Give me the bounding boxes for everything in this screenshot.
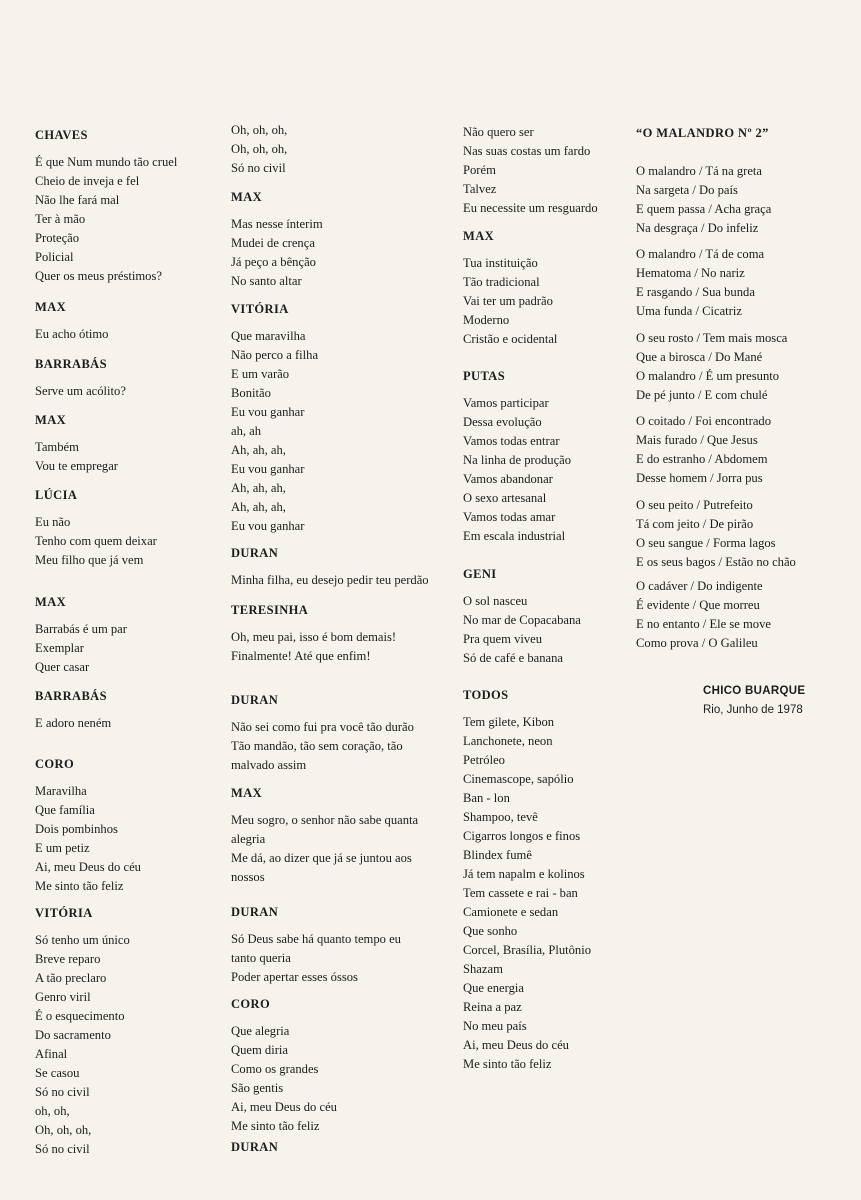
lyric-line: Porém xyxy=(463,163,496,177)
lyric-line: Eu vou ganhar xyxy=(231,462,305,476)
lyric-line: Talvez xyxy=(463,182,497,196)
lyric-line: Camionete e sedan xyxy=(463,905,559,919)
lyric-line: Barrabás é um par xyxy=(35,622,127,636)
lyric-line: Eu não xyxy=(35,515,71,529)
lyric-block xyxy=(35,593,127,677)
lyric-block xyxy=(463,686,591,1074)
lyric-line: Maravilha xyxy=(35,784,87,798)
speaker-heading: DURAN xyxy=(231,693,279,707)
lyric-block xyxy=(231,544,429,590)
lyric-line: Oh, oh, oh, xyxy=(231,123,288,137)
lyric-line: Cigarros longos e finos xyxy=(463,829,581,843)
lyric-block xyxy=(231,691,414,775)
lyric-line: E do estranho / Abdomem xyxy=(636,452,768,466)
speaker-heading: MAX xyxy=(35,300,67,314)
lyric-line: Proteção xyxy=(35,231,80,245)
speaker-heading: BARRABÁS xyxy=(35,689,107,703)
lyric-line: O sexo artesanal xyxy=(463,491,547,505)
lyric-block xyxy=(35,486,157,570)
lyric-line: Poder apertar esses óssos xyxy=(231,970,358,984)
lyric-block xyxy=(231,188,323,291)
lyric-block xyxy=(35,411,118,476)
lyric-line: Meu sogro, o senhor não sabe quanta xyxy=(231,813,419,827)
lyric-block xyxy=(231,995,337,1136)
lyric-line: Mais furado / Que Jesus xyxy=(636,433,758,447)
lyric-line: tanto queria xyxy=(231,951,291,965)
lyric-line: Se casou xyxy=(35,1066,80,1080)
lyric-block xyxy=(463,227,557,349)
lyric-line: E os seus bagos / Estão no chão xyxy=(636,555,796,569)
lyric-line: Que sonho xyxy=(463,924,518,938)
lyric-line: O cadáver / Do indigente xyxy=(636,579,763,593)
lyric-line: Tão tradicional xyxy=(463,275,540,289)
speaker-heading: CHAVES xyxy=(35,128,88,142)
speaker-heading: MAX xyxy=(35,413,67,427)
lyric-block xyxy=(35,126,177,286)
lyric-line: E adoro neném xyxy=(35,716,112,730)
lyric-line: É que Num mundo tão cruel xyxy=(35,155,178,169)
lyric-line: Como prova / O Galileu xyxy=(636,636,758,650)
lyric-line: Em escala industrial xyxy=(463,529,566,543)
lyric-line: Na sargeta / Do país xyxy=(636,183,738,197)
lyric-line: Não sei como fui pra você tão durão xyxy=(231,720,414,734)
speaker-heading: DURAN xyxy=(231,1140,279,1154)
lyric-line: Eu necessite um resguardo xyxy=(463,201,598,215)
lyric-line: Afinal xyxy=(35,1047,68,1061)
lyric-line: nossos xyxy=(231,870,265,884)
lyric-line: Me dá, ao dizer que já se juntou aos xyxy=(231,851,412,865)
lyric-line: Moderno xyxy=(463,313,510,327)
lyric-block xyxy=(636,245,764,321)
lyric-block xyxy=(463,123,598,218)
lyric-line: Cinemascope, sapólio xyxy=(463,772,574,786)
speaker-heading: LÚCIA xyxy=(35,488,78,502)
credit-author: CHICO BUARQUE xyxy=(703,685,806,697)
lyric-block xyxy=(35,355,126,401)
lyric-block xyxy=(35,904,130,1159)
speaker-heading: CORO xyxy=(231,997,271,1011)
lyric-line: Na linha de produção xyxy=(463,453,572,467)
lyric-block xyxy=(35,687,111,733)
lyric-line: Também xyxy=(35,440,79,454)
lyric-line: Me sinto tão feliz xyxy=(463,1057,552,1071)
lyric-block xyxy=(636,577,771,653)
lyric-line: Eu vou ganhar xyxy=(231,519,305,533)
lyric-line: E um varão xyxy=(231,367,290,381)
lyric-line: Vou te empregar xyxy=(35,459,118,473)
lyric-line: Que alegria xyxy=(231,1024,290,1038)
lyric-line: Ai, meu Deus do céu xyxy=(35,860,141,874)
lyric-line: Oh, meu pai, isso é bom demais! xyxy=(231,630,397,644)
lyric-line: Ah, ah, ah, xyxy=(231,481,286,495)
lyric-line: Ai, meu Deus do céu xyxy=(463,1038,569,1052)
speaker-heading: DURAN xyxy=(231,905,279,919)
lyric-line: Como os grandes xyxy=(231,1062,319,1076)
lyric-line: O malandro / Tá na greta xyxy=(636,164,763,178)
lyric-line: E rasgando / Sua bunda xyxy=(636,285,755,299)
lyric-line: Que maravilha xyxy=(231,329,306,343)
lyric-line: Só no civil xyxy=(35,1085,90,1099)
lyric-line: oh, oh, xyxy=(35,1104,70,1118)
lyric-line: De pé junto / E com chulé xyxy=(636,388,768,402)
lyric-line: ah, ah xyxy=(231,424,262,438)
lyric-line: Ah, ah, ah, xyxy=(231,500,286,514)
lyric-line: Blindex fumê xyxy=(463,848,532,862)
lyric-line: Quem diria xyxy=(231,1043,289,1057)
lyric-line: Oh, oh, oh, xyxy=(231,142,288,156)
speaker-heading: VITÓRIA xyxy=(35,906,93,920)
lyric-block xyxy=(231,121,287,178)
lyric-line: Hematoma / No nariz xyxy=(636,266,745,280)
lyric-block xyxy=(463,367,571,546)
speaker-heading: MAX xyxy=(463,229,495,243)
lyric-line: Cristão e ocidental xyxy=(463,332,558,346)
lyric-line: Só no civil xyxy=(35,1142,90,1156)
lyric-line: E no entanto / Ele se move xyxy=(636,617,771,631)
lyric-block xyxy=(636,162,771,238)
lyric-line: Mudei de crença xyxy=(231,236,315,250)
lyric-line: Shazam xyxy=(463,962,503,976)
speaker-heading: GENI xyxy=(463,567,497,581)
lyric-block xyxy=(35,755,141,896)
lyric-line: Ter à mão xyxy=(35,212,86,226)
lyric-line: Só de café e banana xyxy=(463,651,563,665)
lyric-line: alegria xyxy=(231,832,266,846)
lyric-line: Vamos todas amar xyxy=(463,510,556,524)
speaker-heading: TERESINHA xyxy=(231,603,309,617)
lyric-block xyxy=(636,412,771,488)
lyric-line: Uma funda / Cicatriz xyxy=(636,304,742,318)
lyric-line: Desse homem / Jorra pus xyxy=(636,471,763,485)
lyric-line: Tem cassete e rai - ban xyxy=(463,886,578,900)
lyric-line: Nas suas costas um fardo xyxy=(463,144,591,158)
lyric-line: São gentis xyxy=(231,1081,284,1095)
lyric-block xyxy=(231,601,396,666)
lyric-line: Não quero ser xyxy=(463,125,534,139)
lyric-line: Tenho com quem deixar xyxy=(35,534,157,548)
lyric-line: O seu rosto / Tem mais mosca xyxy=(636,331,788,345)
lyric-line: É evidente / Que morreu xyxy=(636,598,760,612)
lyric-line: Que a birosca / Do Mané xyxy=(636,350,763,364)
lyric-line: O malandro / É um presunto xyxy=(636,369,780,383)
credit-place-date: Rio, Junho de 1978 xyxy=(703,704,803,716)
lyric-line: Exemplar xyxy=(35,641,84,655)
lyric-line: Eu vou ganhar xyxy=(231,405,305,419)
lyric-line: Corcel, Brasília, Plutônio xyxy=(463,943,592,957)
speaker-heading: DURAN xyxy=(231,546,279,560)
speaker-heading: MAX xyxy=(231,190,263,204)
lyric-line: Só no civil xyxy=(231,161,286,175)
speaker-heading: TODOS xyxy=(463,688,509,702)
lyric-block xyxy=(231,300,318,536)
lyric-line: Vai ter um padrão xyxy=(463,294,553,308)
lyric-block xyxy=(231,1138,278,1165)
lyric-line: Meu filho que já vem xyxy=(35,553,144,567)
lyric-line: E quem passa / Acha graça xyxy=(636,202,772,216)
lyric-line: Me sinto tão feliz xyxy=(231,1119,320,1133)
lyric-line: Ban - lon xyxy=(463,791,510,805)
lyric-line: No mar de Copacabana xyxy=(463,613,581,627)
lyric-line: O sol nasceu xyxy=(463,594,528,608)
lyric-line: Já peço a bênção xyxy=(231,255,316,269)
lyric-line: Tua instituição xyxy=(463,256,538,270)
lyric-line: Breve reparo xyxy=(35,952,101,966)
lyric-line: Só Deus sabe há quanto tempo eu xyxy=(231,932,401,946)
speaker-heading: MAX xyxy=(35,595,67,609)
lyric-line: Finalmente! Até que enfim! xyxy=(231,649,371,663)
lyric-line: Ah, ah, ah, xyxy=(231,443,286,457)
lyric-line: Shampoo, tevê xyxy=(463,810,538,824)
lyric-block xyxy=(231,784,418,887)
lyric-block xyxy=(35,298,108,344)
lyric-line: Reina a paz xyxy=(463,1000,522,1014)
lyric-block xyxy=(636,496,796,572)
lyric-line: Pra quem viveu xyxy=(463,632,543,646)
credit xyxy=(703,682,805,720)
lyric-line: Mas nesse ínterim xyxy=(231,217,323,231)
lyric-line: malvado assim xyxy=(231,758,307,772)
lyric-line: Bonitão xyxy=(231,386,271,400)
lyric-line: Minha filha, eu desejo pedir teu perdão xyxy=(231,573,429,587)
lyric-line: Vamos participar xyxy=(463,396,549,410)
lyric-block xyxy=(463,565,581,668)
lyric-line: Serve um acólito? xyxy=(35,384,126,398)
lyric-line: E um petiz xyxy=(35,841,90,855)
lyric-line: Só tenho um único xyxy=(35,933,130,947)
lyric-line: Vamos todas entrar xyxy=(463,434,560,448)
lyric-line: Oh, oh, oh, xyxy=(35,1123,92,1137)
lyric-line: Vamos abandonar xyxy=(463,472,553,486)
lyric-line: O coitado / Foi encontrado xyxy=(636,414,772,428)
lyric-line: Que família xyxy=(35,803,95,817)
speaker-heading: CORO xyxy=(35,757,75,771)
lyric-line: O malandro / Tá de coma xyxy=(636,247,765,261)
lyric-line: Me sinto tão feliz xyxy=(35,879,124,893)
lyric-line: Na desgraça / Do infeliz xyxy=(636,221,759,235)
speaker-heading: VITÓRIA xyxy=(231,302,289,316)
lyric-line: No meu país xyxy=(463,1019,527,1033)
speaker-heading: BARRABÁS xyxy=(35,357,107,371)
lyric-line: Genro viril xyxy=(35,990,91,1004)
lyric-line: Dois pombinhos xyxy=(35,822,118,836)
speaker-heading: “O MALANDRO Nº 2” xyxy=(636,126,769,140)
lyric-line: Policial xyxy=(35,250,74,264)
lyric-line: Tem gilete, Kibon xyxy=(463,715,555,729)
lyric-line: Eu acho ótimo xyxy=(35,327,109,341)
lyric-line: É o esquecimento xyxy=(35,1009,125,1023)
lyric-line: A tão preclaro xyxy=(35,971,107,985)
lyric-line: Dessa evolução xyxy=(463,415,542,429)
lyric-line: O seu peito / Putrefeito xyxy=(636,498,753,512)
lyric-line: Lanchonete, neon xyxy=(463,734,553,748)
lyric-block xyxy=(231,903,401,987)
lyric-line: Já tem napalm e kolinos xyxy=(463,867,585,881)
lyric-line: Que energia xyxy=(463,981,524,995)
lyric-line: Petróleo xyxy=(463,753,505,767)
lyric-line: Cheio de inveja e fel xyxy=(35,174,140,188)
lyric-line: Quer os meus préstimos? xyxy=(35,269,162,283)
lyric-line: Do sacramento xyxy=(35,1028,111,1042)
lyric-block xyxy=(636,124,769,151)
lyric-line: O seu sangue / Forma lagos xyxy=(636,536,776,550)
speaker-heading: PUTAS xyxy=(463,369,506,383)
lyric-line: Tão mandão, tão sem coração, tão xyxy=(231,739,403,753)
lyric-line: Não perco a filha xyxy=(231,348,319,362)
lyric-line: Quer casar xyxy=(35,660,90,674)
lyric-line: Ai, meu Deus do céu xyxy=(231,1100,337,1114)
lyric-line: Tá com jeito / De pirão xyxy=(636,517,754,531)
lyric-line: No santo altar xyxy=(231,274,302,288)
lyric-line: Não lhe fará mal xyxy=(35,193,120,207)
speaker-heading: MAX xyxy=(231,786,263,800)
lyric-block xyxy=(636,329,787,405)
